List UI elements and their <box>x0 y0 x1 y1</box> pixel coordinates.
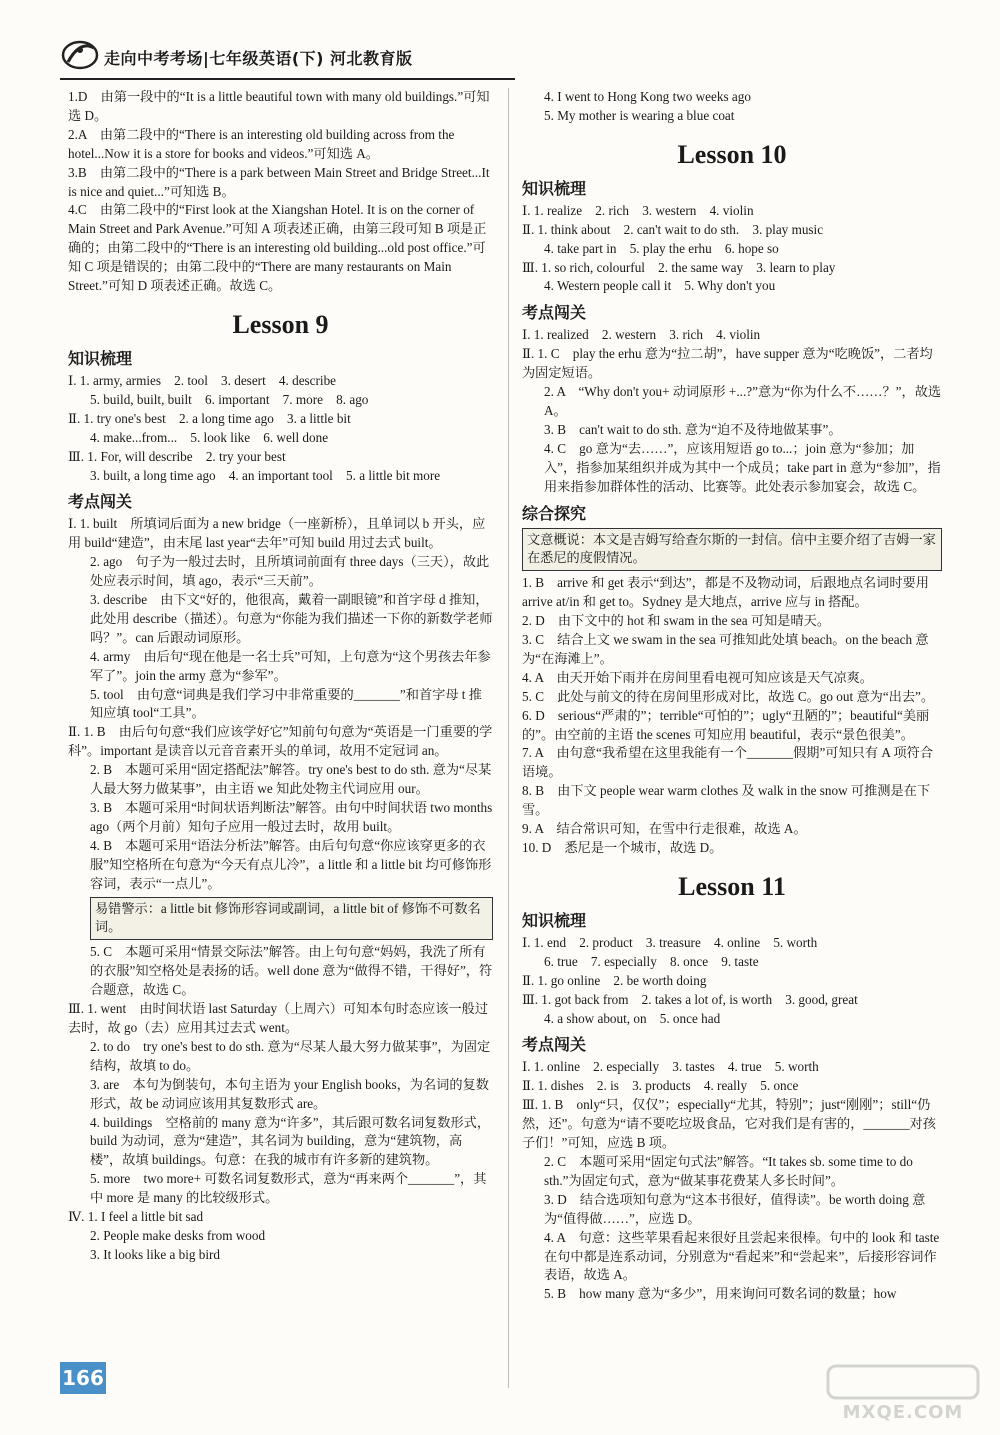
page-number: 166 <box>60 1362 106 1394</box>
warning-note: 易错警示：a little bit 修饰形容词或副词，a little bit of 修饰不可数名词。 <box>90 897 493 941</box>
answer-item: 4. A 由天开始下雨并在房间里看电视可知应该是天气凉爽。 <box>522 669 873 685</box>
answer-line: 2. People make desks from wood <box>90 1227 266 1243</box>
answer-item: 2. ago 句子为一般过去时，且所填词前面有 three days（三天），故此处应表示时间，填 ago，表示“三天前”。 <box>90 554 490 589</box>
answer-line: 4. I went to Hong Kong two weeks ago <box>544 89 751 104</box>
answer-line: 4. a show about, on 5. once had <box>544 1010 721 1026</box>
answer-item: 9. A 结合常识可知，在雪中行走很难，故选 A。 <box>522 821 807 837</box>
answer-line: 3. built, a long time ago 4. an important tool 5. a little bit more <box>90 467 441 483</box>
watermark-logo-icon <box>818 1362 988 1402</box>
answer-item: 4. army 由后句“现在他是一名士兵”可知，上句意为“这个男孩去年参军了”。join the army 意为“参军”。 <box>90 648 491 683</box>
answer-block-top <box>68 88 493 296</box>
answer-item: 2. A “Why don't you+ 动词原形 +...?”意为“你为什么不……？”，故选 A。 <box>544 384 942 418</box>
header-rule <box>60 78 515 80</box>
answer-line: 5. build, built, built 6. important 7. more 8. ago <box>90 391 369 407</box>
answer-line: Ⅲ. 1. For, will describe 2. try your best <box>68 448 286 464</box>
answer-item: 1.D 由第一段中的“It is a little beautiful town with many old buildings.”可知选 D。 <box>68 89 490 123</box>
answer-item: Ⅱ. 1. B 由后句句意“我们应该学好它”知前句句意为“英语是一门重要的学科”。important 是读音以元音音素开头的单词，故用不定冠词 an。 <box>68 724 493 759</box>
section-title: 考点闯关 <box>522 303 587 323</box>
answer-item: 2. to do try one's best to do sth. 意为“尽某人最大努力做某事”，为固定结构，故填 to do。 <box>90 1038 491 1073</box>
answer-item: 6. D serious“严肃的”；terrible“可怕的”；ugly“丑陋的”；beautiful“美丽的”。由空前的主语 the scenes 可知应用 beautiful，表示“景色很美”。 <box>522 707 930 742</box>
answer-item: 2. C 本题可采用“固定句式法”解答。“It takes sb. some time to do sth.”为固定句式，意为“做某事花费某人多长时间”。 <box>544 1153 913 1188</box>
answer-item: 1. B arrive 和 get 表示“到达”，都是不及物动词，后跟地点名词时要用 arrive at/in 和 get to。Sydney 是大地点，arrive 应与 in 搭配。 <box>522 575 929 610</box>
answer-line: Ⅰ. 1. online 2. especially 3. tastes 4. true 5. worth <box>522 1059 819 1075</box>
section-title: 知识梳理 <box>522 178 587 198</box>
answer-line: 4. take part in 5. play the erhu 6. hope so <box>544 240 779 256</box>
lesson-title: Lesson 11 <box>678 871 786 901</box>
logo-icon <box>60 38 100 72</box>
section-title: 知识梳理 <box>522 910 587 930</box>
answer-item: 4. C go 意为“去……”，应该用短语 go to...；join 意为“参加；加入”，指参加某组织并成为其中一个成员；take part in 意为“参加”，指用来指参加群体性的活动、比赛等。此处表示参加宴会，故选 C。 <box>544 440 941 494</box>
answer-item: 3. C 结合上文 we swam in the sea 可推知此处填 beach。on the beach 意为“在海滩上”。 <box>522 632 929 666</box>
section-title: 综合探究 <box>522 503 587 523</box>
lesson-title: Lesson 9 <box>232 309 329 339</box>
answer-line: Ⅰ. 1. realized 2. western 3. rich 4. violin <box>522 327 761 343</box>
header-title: 走向中考考场|七年级英语(下) 河北教育版 <box>104 49 413 68</box>
section-title: 考点闯关 <box>68 492 133 512</box>
right-column <box>522 88 942 1304</box>
answer-item: Ⅲ. 1. went 由时间状语 last Saturday（上周六）可知本句时态应该一般过去时，故 go（去）应用其过去式 went。 <box>68 1001 489 1035</box>
answer-item: 3. B can't wait to do sth. 意为“迫不及待地做某事”。 <box>544 421 842 437</box>
answer-item: 7. A 由句意“我希望在这里我能有一个_______假期”可知只有 A 项符合语境。 <box>522 745 934 780</box>
answer-line: Ⅱ. 1. try one's best 2. a long time ago 3. a little bit <box>68 410 351 426</box>
answer-item: 5. C 本题可采用“情景交际法”解答。由上句句意“妈妈，我洗了所有的衣服”知空格处是表扬的话。well done 意为“做得不错，干得好”，符合题意，故选 C。 <box>90 944 493 998</box>
answer-line: 6. true 7. especially 8. once 9. taste <box>544 953 759 969</box>
answer-line: 5. My mother is wearing a blue coat <box>544 107 735 123</box>
answer-item: 2. D 由下文中的 hot 和 swam in the sea 可知是晴天。 <box>522 613 831 629</box>
answer-line: 4. make...from... 5. look like 6. well done <box>90 429 329 445</box>
lesson-title: Lesson 10 <box>677 139 787 169</box>
answer-item: 5. tool 由句意“词典是我们学习中非常重要的_______”和首字母 t 推知应填 tool“工具”。 <box>90 686 482 721</box>
answer-item: Ⅲ. 1. B only“只，仅仅”；especially“尤其，特别”；just“刚刚”；still“仍然，还”。句意为“请不要吃垃圾食品，它对我们是有害的，_______对孩子们！”可知，应选 B 项。 <box>522 1097 936 1151</box>
answer-line: Ⅰ. 1. realize 2. rich 3. western 4. violin <box>522 202 754 218</box>
answer-item: 3. B 本题可采用“时间状语判断法”解答。由句中时间状语 two months ago（两个月前）知句子应用一般过去时，故用 built。 <box>90 800 493 834</box>
answer-item: 4. buildings 空格前的 many 意为“许多”，其后跟可数名词复数形式，build 为动词，意为“建造”，其名词为 building，意为“建筑物，高楼”，故填 buildings。句意：在我的城市有许多新的建筑物。 <box>90 1114 491 1168</box>
watermark-text: MXQE.COM <box>842 1402 964 1423</box>
column-divider <box>508 88 509 1388</box>
answer-item: 4. B 本题可采用“语法分析法”解答。由后句句意“你应该穿更多的衣服”知空格所在句意为“今天有点儿冷”，a little 和 a little bit 均可修饰形容词，表示“一点儿”。 <box>90 837 492 891</box>
answer-line: Ⅱ. 1. dishes 2. is 3. products 4. really 5. once <box>522 1078 799 1094</box>
answer-item: 2.A 由第二段中的“There is an interesting old building across from the hotel...Now it is a store for books and videos.”可知选 A。 <box>68 126 455 161</box>
answer-line: 3. It looks like a big bird <box>90 1246 221 1262</box>
answer-line: Ⅱ. 1. go online 2. be worth doing <box>522 972 707 988</box>
answer-item: Ⅱ. 1. C play the erhu 意为“拉二胡”，have supper 意为“吃晚饭”，二者均为固定短语。 <box>522 346 933 381</box>
answer-item: 4.C 由第二段中的“First look at the Xiangshan Hotel. It is on the corner of Main Street and Park Avenue.”可知 A 项表述正确，由第三段可知 B 项是正确的；由第二段中的“There is an interesting old building...old post office.”可知 C 项是错误的；由第二段中的“There are many restaurants on Main Street.”可知 D 项表述正确。故选 C。 <box>68 202 487 294</box>
answer-item: 8. B 由下文 people wear warm clothes 及 walk in the snow 可推测是在下雪。 <box>522 783 931 818</box>
answer-item: 2. B 本题可采用“固定搭配法”解答。try one's best to do sth. 意为“尽某人最大努力做某事”，由主语 we 知此处物主代词应用 our。 <box>90 762 492 797</box>
answer-item: Ⅰ. 1. built 所填词后面为 a new bridge（一座新桥），且单词以 b 开头，应用 build“建造”，由末尾 last year“去年”可知 build 用过去式 built。 <box>68 516 486 551</box>
answer-item: 3. are 本句为倒装句，本句主语为 your English books，为名词的复数形式，故 be 动词应该用其复数形式 are。 <box>90 1076 489 1111</box>
page-header <box>60 38 960 74</box>
answer-line: Ⅲ. 1. got back from 2. takes a lot of, is worth 3. good, great <box>522 991 858 1007</box>
left-column <box>68 88 493 1265</box>
section-title: 考点闯关 <box>522 1035 587 1055</box>
answer-line: Ⅰ. 1. end 2. product 3. treasure 4. online 5. worth <box>522 934 818 950</box>
answer-line: Ⅲ. 1. so rich, colourful 2. the same way 3. learn to play <box>522 259 836 275</box>
answer-item: 3. describe 由下文“好的，他很高，戴着一副眼镜”和首字母 d 推知，此处用 describe（描述）。句意为“你能为我们描述一下你的新数学老师吗？”。can 后跟动词原形。 <box>90 592 493 645</box>
answer-item: 5. C 此处与前文的待在房间里形成对比，故选 C。go out 意为“出去”。 <box>522 688 935 704</box>
answer-item: 3. D 结合选项知句意为“这本书很好，值得读”。be worth doing 意为“值得做……”，应选 D。 <box>544 1191 926 1226</box>
answer-item: 4. A 句意：这些苹果看起来很好且尝起来很棒。句中的 look 和 taste 在句中都是连系动词，分别意为“看起来”和“尝起来”，后接形容词作表语，故选 A。 <box>544 1229 940 1283</box>
answer-item: 10. D 悉尼是一个城市，故选 D。 <box>522 840 723 855</box>
section-title: 知识梳理 <box>68 348 133 368</box>
summary-note: 文意概说：本文是吉姆写给查尔斯的一封信。信中主要介绍了吉姆一家在悉尼的度假情况。 <box>522 528 942 572</box>
answer-item: 5. more two more+ 可数名词复数形式，意为“再来两个_______”，其中 more 是 many 的比较级形式。 <box>90 1171 487 1206</box>
answer-line: 4. Western people call it 5. Why don't you <box>544 278 776 294</box>
answer-item: 3.B 由第二段中的“There is a park between Main Street and Bridge Street...It is nice and quiet...”可知选 B。 <box>68 164 490 199</box>
answer-line: Ⅰ. 1. army, armies 2. tool 3. desert 4. describe <box>68 372 337 388</box>
answer-line: Ⅱ. 1. think about 2. can't wait to do sth. 3. play music <box>522 221 824 237</box>
answer-line: Ⅳ. 1. I feel a little bit sad <box>68 1209 204 1225</box>
answer-item: 5. B how many 意为“多少”，用来询问可数名词的数量；how <box>544 1286 897 1302</box>
watermark <box>818 1362 988 1426</box>
